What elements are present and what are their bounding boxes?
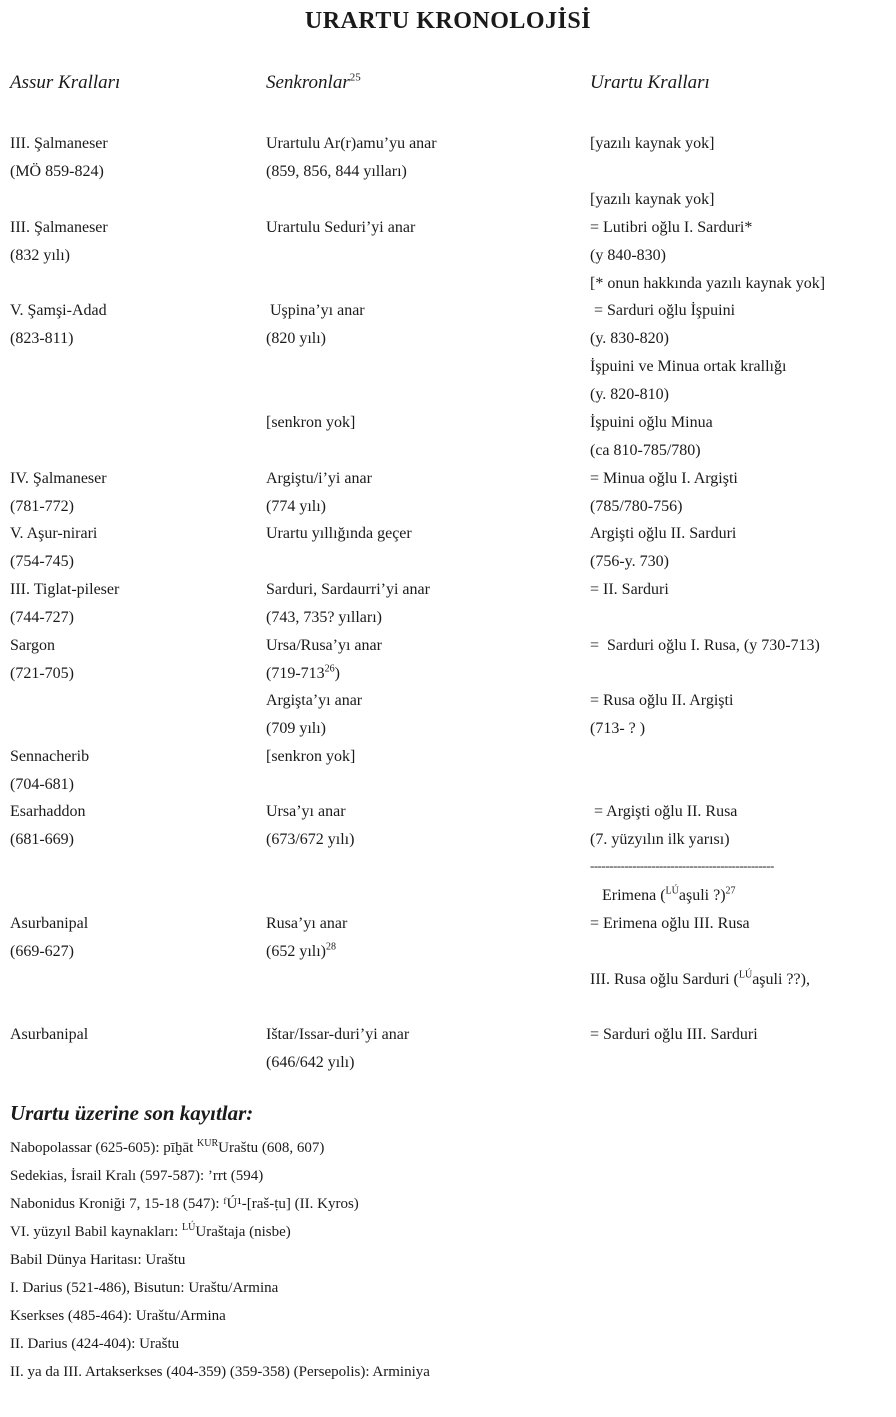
note-item xyxy=(10,1162,430,1190)
cell-line: Ištar/Issar-duri’yi anar xyxy=(266,1026,410,1043)
cell-line: V. Aşur-nirari xyxy=(10,525,98,542)
cell-line: Urartulu Ar(r)amu’yu anar xyxy=(266,135,437,152)
cell-line: Ursa/Rusa’yı anar xyxy=(266,637,382,654)
note-text: Nabopolassar (625-605): pīḫāt xyxy=(10,1140,198,1156)
cell-line: (743, 735? yılları) xyxy=(266,609,382,626)
assur-cell xyxy=(10,130,108,186)
cell-line: [* onun hakkında yazılı kaynak yok] xyxy=(590,275,826,292)
cell-line xyxy=(266,938,347,966)
assur-cell xyxy=(10,743,89,799)
cell-line: (y. 830-820) xyxy=(590,330,669,347)
cell-line: (y 840-830) xyxy=(590,247,666,264)
senkron-cell xyxy=(266,1021,409,1077)
note-item xyxy=(10,1358,430,1386)
urartu-cell xyxy=(590,632,820,660)
page-title: URARTU KRONOLOJİSİ xyxy=(304,8,592,34)
cell-line: III. Şalmaneser xyxy=(10,135,108,152)
senkron-cell xyxy=(266,520,412,548)
cell-line: (669-627) xyxy=(10,943,74,960)
cell-line: = Sarduri oğlu III. Sarduri xyxy=(590,1026,758,1043)
cell-line: Argişta’yı anar xyxy=(266,692,363,709)
cell-line: Asurbanipal xyxy=(10,915,89,932)
determinative: LÚ xyxy=(182,1222,196,1233)
urartu-cell xyxy=(590,186,825,298)
note-text: II. Darius (424-404): Uraštu xyxy=(10,1336,180,1352)
cell-line: (859, 856, 844 yılları) xyxy=(266,163,407,180)
cell-line: = Lutibri oğlu I. Sarduri* xyxy=(590,219,753,236)
senkron-cell xyxy=(266,632,382,688)
cell-line: Urartu yıllığında geçer xyxy=(266,525,412,542)
cell-line: Sargon xyxy=(10,637,56,654)
cell-line: Ursa’yı anar xyxy=(266,803,346,820)
cell-line: IV. Şalmaneser xyxy=(10,470,107,487)
notes-list xyxy=(10,1134,430,1386)
note-text: ᶠÚ¹-[raš-ṭu] (II. Kyros) xyxy=(223,1196,359,1212)
cell-line: (721-705) xyxy=(10,665,74,682)
determinative: KUR xyxy=(197,1138,219,1149)
note-text: Nabonidus Kroniği 7, 15-18 (547): xyxy=(10,1196,224,1212)
cell-line: (744-727) xyxy=(10,609,74,626)
senkron-cell xyxy=(266,910,347,966)
cell-line: (709 yılı) xyxy=(266,720,326,737)
cell-line xyxy=(602,882,736,910)
cell-line: [senkron yok] xyxy=(266,414,356,431)
cell-line: = Argişti oğlu II. Rusa xyxy=(590,803,738,820)
determinative: LÚ xyxy=(665,885,679,897)
senkron-cell xyxy=(266,214,415,242)
urartu-cell xyxy=(590,297,786,409)
note-item xyxy=(10,1134,430,1162)
cell-line: Urartulu Seduri’yi anar xyxy=(266,219,416,236)
cell-text: (652 yılı) xyxy=(266,943,326,960)
cell-text: III. Rusa oğlu Sarduri ( xyxy=(590,971,739,988)
note-item xyxy=(10,1246,430,1274)
senkron-cell xyxy=(266,297,365,353)
assur-cell xyxy=(10,798,86,854)
cell-line: = II. Sarduri xyxy=(590,581,669,598)
cell-line: [yazılı kaynak yok] xyxy=(590,191,715,208)
note-item xyxy=(10,1302,430,1330)
cell-line: (704-681) xyxy=(10,776,74,793)
section-heading: Urartu üzerine son kayıtlar: xyxy=(10,1101,254,1125)
cell-line: (713- ? ) xyxy=(590,720,646,737)
cell-line: = Rusa oğlu II. Argişti xyxy=(590,692,734,709)
cell-text: Erimena ( xyxy=(602,887,666,904)
note-text: Sedekias, İsrail Kralı (597-587): ’rrt (594) xyxy=(10,1168,264,1184)
cell-line: (820 yılı) xyxy=(266,330,326,347)
urartu-cell xyxy=(590,576,669,604)
note-item xyxy=(10,1218,430,1246)
cell-line: (646/642 yılı) xyxy=(266,1054,355,1071)
note-text: VI. yüzyıl Babil kaynakları: xyxy=(10,1224,183,1240)
senkron-cell xyxy=(266,409,355,437)
cell-line: İşpuini oğlu Minua xyxy=(590,414,713,431)
note-text: I. Darius (521-486), Bisutun: Uraštu/Armina xyxy=(10,1280,279,1296)
footnote-ref: 28 xyxy=(326,941,336,953)
urartu-cell xyxy=(590,910,810,994)
cell-line: Esarhaddon xyxy=(10,803,86,820)
note-text: Babil Dünya Haritası: Uraštu xyxy=(10,1252,186,1268)
senkron-cell xyxy=(266,130,437,186)
cell-line: (832 yılı) xyxy=(10,247,70,264)
cell-line: İşpuini ve Minua ortak krallığı xyxy=(590,358,787,375)
urartu-cell xyxy=(590,130,714,158)
header-senkron-label: Senkronlar xyxy=(266,72,350,93)
senkron-cell xyxy=(266,576,430,632)
footnote-ref: 27 xyxy=(725,885,736,897)
header-urartu-label: Urartu Kralları xyxy=(590,72,710,93)
determinative: LÚ xyxy=(738,969,753,981)
cell-line: (y. 820-810) xyxy=(590,386,669,403)
cell-line: Asurbanipal xyxy=(10,1026,89,1043)
cell-line: (785/780-756) xyxy=(590,498,683,515)
header-assur xyxy=(10,72,120,94)
note-item xyxy=(10,1190,430,1218)
cell-line: (774 yılı) xyxy=(266,498,326,515)
cell-line xyxy=(266,660,382,688)
cell-line: Argişti oğlu II. Sarduri xyxy=(590,525,737,542)
cell-line: (756-y. 730) xyxy=(590,553,669,570)
cell-line: Uşpina’yı anar xyxy=(266,302,365,319)
cell-line: [yazılı kaynak yok] xyxy=(590,135,715,152)
divider-dashes: ------------------------------------------------ xyxy=(590,858,774,873)
cell-line: III. Tiglat-pileser xyxy=(10,581,120,598)
cell-line: (681-669) xyxy=(10,831,74,848)
senkron-cell xyxy=(266,687,362,743)
cell-line: (781-772) xyxy=(10,498,74,515)
note-text: II. ya da III. Artakserkses (404-359) (359-358) (Persepolis): Arminiya xyxy=(10,1364,430,1380)
cell-line: (673/672 yılı) xyxy=(266,831,355,848)
cell-line: (ca 810-785/780) xyxy=(590,442,701,459)
assur-cell xyxy=(10,520,97,576)
urartu-cell xyxy=(602,882,736,910)
note-item xyxy=(10,1274,430,1302)
urartu-cell xyxy=(590,520,736,576)
header-senkron xyxy=(266,72,361,94)
urartu-cell xyxy=(590,687,733,743)
footnote-ref: 25 xyxy=(349,71,361,84)
cell-line: Argiştu/i’yi anar xyxy=(266,470,372,487)
senkron-cell xyxy=(266,743,355,771)
urartu-cell xyxy=(590,409,713,465)
cell-line: (823-811) xyxy=(10,330,74,347)
note-text: Uraštu (608, 607) xyxy=(218,1140,325,1156)
cell-line: III. Şalmaneser xyxy=(10,219,108,236)
cell-text: aşuli ??), xyxy=(752,971,810,988)
cell-line: Rusa’yı anar xyxy=(266,915,348,932)
cell-line: = Minua oğlu I. Argişti xyxy=(590,470,738,487)
assur-cell xyxy=(10,214,108,270)
cell-line: (754-745) xyxy=(10,553,74,570)
senkron-cell xyxy=(266,798,354,854)
header-urartu xyxy=(590,72,710,94)
urartu-cell xyxy=(590,465,738,521)
assur-cell xyxy=(10,465,107,521)
cell-line: = Erimena oğlu III. Rusa xyxy=(590,915,750,932)
cell-line: = Sarduri oğlu I. Rusa, (y 730-713) xyxy=(590,637,820,654)
cell-line: Sennacherib xyxy=(10,748,90,765)
cell-line: (7. yüzyılın ilk yarısı) xyxy=(590,831,730,848)
cell-line xyxy=(590,938,810,966)
cell-text: aşuli ?) xyxy=(678,887,726,904)
assur-cell xyxy=(10,1021,88,1049)
cell-line: (MÖ 859-824) xyxy=(10,163,104,180)
footnote-ref: 26 xyxy=(324,663,335,675)
cell-line: = Sarduri oğlu İşpuini xyxy=(590,302,736,319)
assur-cell xyxy=(10,576,119,632)
urartu-cell xyxy=(590,798,737,854)
cell-text: (719-713 xyxy=(266,665,325,682)
senkron-cell xyxy=(266,465,372,521)
assur-cell xyxy=(10,297,107,353)
cell-line: V. Şamşi-Adad xyxy=(10,302,107,319)
urartu-cell xyxy=(590,1021,758,1049)
cell-line: [senkron yok] xyxy=(266,748,356,765)
note-text: Uraštaja (nisbe) xyxy=(195,1224,291,1240)
note-text: Kserkses (485-464): Uraštu/Armina xyxy=(10,1308,226,1324)
assur-cell xyxy=(10,632,74,688)
note-item xyxy=(10,1330,430,1358)
header-assur-label: Assur Kralları xyxy=(10,72,121,93)
cell-text: ) xyxy=(334,665,340,682)
cell-line: Sarduri, Sardaurri’yi anar xyxy=(266,581,430,598)
cell-line xyxy=(590,966,810,994)
assur-cell xyxy=(10,910,88,966)
